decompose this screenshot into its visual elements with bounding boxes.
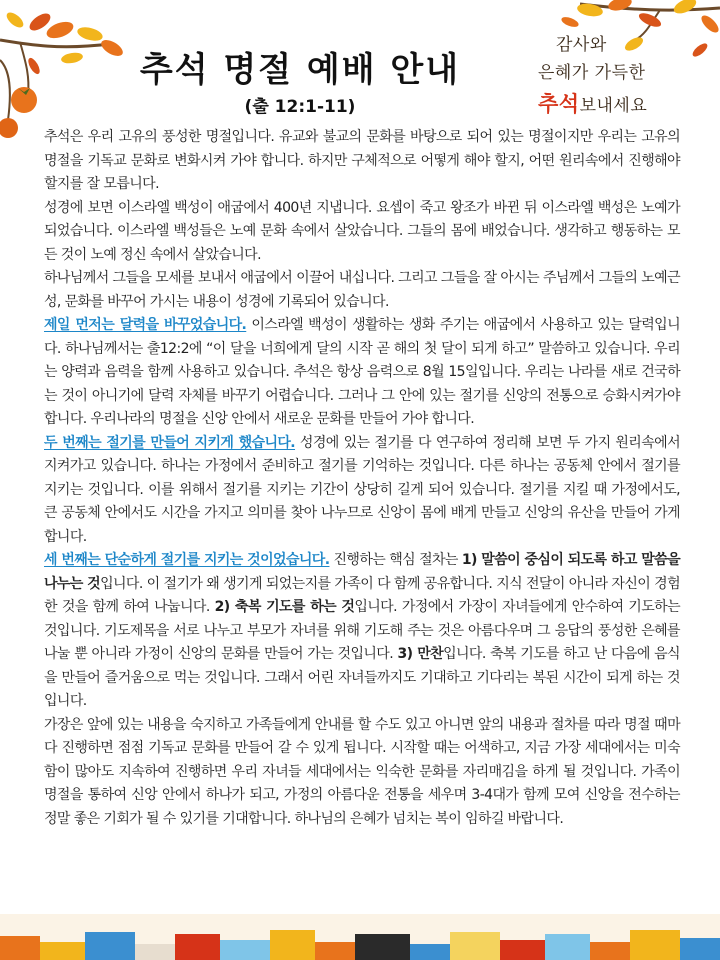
- page-subtitle: (출 12:1-11): [244, 97, 356, 117]
- paragraph-1: 추석은 우리 고유의 풍성한 명절입니다. 유교와 불교의 문화를 바탕으로 되어 있는 명절이지만 우리는 고유의 명절을 기독교 문화로 변화시켜 가야 합니다. 하지만 구체적으로 어떻게 해야 할지, 어떤 원리속에서 진행해야 할지를 잘 모릅니다.: [44, 129, 680, 192]
- badge-line-2: 은혜가 가득한: [538, 63, 646, 83]
- paragraph-4: [44, 314, 680, 432]
- color-stripes-decoration: [0, 914, 720, 960]
- badge-accent-text: 추석: [538, 91, 580, 116]
- badge-line-1: 감사와: [556, 35, 607, 55]
- paragraph-5-text: 성경에 있는 절기를 다 연구하여 정리해 보면 두 가지 원리속에서 지켜가고 있습니다. 하나는 가정에서 준비하고 절기를 기억하는 것입니다. 다른 하나는 공동체 안에서 절기를 지키는 것입니다. 이를 위해서 절기를 지키는 기간이 상당히 길게 되어 있습니다. 절기를 지킬 때 가정에서도, 큰 공동체 안에서도 시간을 가지고 의미를 찾아 나누므로 신앙이 몸에 배게 만들고 신앙의 유산을 만들어 가게 합니다.: [44, 434, 681, 545]
- paragraph-4-text: 이스라엘 백성이 생활하는 생화 주기는 애굽에서 사용하고 있는 달력입니다. 하나님께서는 출12:2에 “이 달을 너희에게 달의 시작 곧 해의 첫 달이 되게 하고” 말씀하고 있습니다. 우리는 양력과 음력을 함께 사용하고 있습니다. 추석은 항상 음력으로 8월 15일입니다. 우리는 나라를 새로 건국하는 것이 아니기에 달력 자체를 바꾸기 어렵습니다. 그러나 그 안에 있는 절기를 신앙의 전통으로 승화시켜가야 합니다. 우리나라의 명절을 신앙 안에서 새로운 문화를 만들어 가야 합니다.: [44, 317, 680, 427]
- section-heading-2: 두 번째는 절기를 만들어 지키게 했습니다.: [44, 434, 296, 451]
- section-heading-1: 제일 먼저는 달력을 바꾸었습니다.: [44, 317, 247, 333]
- paragraph-6-text-d: 입니다. 가정에서 가장이 자녀들에게 안수하여 기도하는 것입니다. 기도제목을 서로 나누고 부모가 자녀를 위해 기도해 주는 것은 아름다우며 그 응답의 풍성한 은혜를 나눌 뿐 아니라 가정이 신앙의 문화를 만들어 가는 것입니다.: [44, 599, 680, 662]
- badge-line-3-rest: 보내세요: [579, 96, 648, 116]
- paragraph-6: [44, 549, 680, 714]
- step-3-bold: 3) 만찬: [397, 646, 444, 662]
- step-1-bold: 1) 말씀이 중심이 되도록 하고 말씀을 나누는 것: [44, 552, 680, 592]
- paragraph-6-text-e: 입니다. 축복 기도를 하고 난 다음에 음식을 만들어 즐거움으로 먹는 것입니다. 그래서 어린 자녀들까지도 기대하고 기다리는 복된 시간이 되게 하는 것입니다.: [44, 646, 680, 709]
- paragraph-5: [44, 432, 680, 550]
- paragraph-2: 성경에 보면 이스라엘 백성이 애굽에서 400년 지냅니다. 요셉이 죽고 왕조가 바뀐 뒤 이스라엘 백성은 노예가 되었습니다. 이스라엘 백성들은 노예 문화 속에서 살았습니다. 그들의 몸에 배었습니다. 생각하고 행동하는 모든 것이 노예 정신 속에서 살았습니다.: [44, 199, 680, 263]
- article-body: [44, 126, 680, 831]
- step-2-bold: 2) 축복 기도를 하는 것: [214, 599, 355, 615]
- section-heading-3: 세 번째는 단순하게 절기를 지키는 것이었습니다.: [44, 552, 330, 568]
- paragraph-6-text-c: 입니다. 이 절기가 왜 생기게 되었는지를 가족이 다 함께 공유합니다. 지식 전달이 아니라 자신이 경험한 것을 함께 하여 나눕니다.: [44, 575, 680, 615]
- paragraph-6-text-a: 진행하는 핵심 절차는: [329, 552, 462, 568]
- paragraph-3: 하나님께서 그들을 모세를 보내서 애굽에서 이끌어 내십니다. 그리고 그들을 잘 아시는 주님께서 그들의 노예근성, 문화를 바꾸어 가시는 내용이 성경에 기록되어 있습니다.: [44, 270, 680, 310]
- page-title: 추석 명절 예배 안내: [139, 50, 461, 90]
- paragraph-7: 가장은 앞에 있는 내용을 숙지하고 가족들에게 안내를 할 수도 있고 아니면 앞의 내용과 절차를 따라 명절 때마다 진행하면 점점 기독교 문화를 만들어 갈 수 있게 됩니다. 시작할 때는 어색하고, 지금 가장 세대에서는 미숙함이 많아도 지속하여 진행하면 우리 자녀들 세대에서는 익숙한 문화를 자리매김을 하게 될 것입니다. 가족이 명절을 통하여 신앙 안에서 하나가 되고, 가정의 아름다운 전통을 세우며 3-4대가 함께 모여 신앙을 전수하는 정말 좋은 기회가 될 수 있기를 기대합니다. 하나님의 은혜가 넘치는 복이 임하길 바랍니다.: [44, 716, 680, 827]
